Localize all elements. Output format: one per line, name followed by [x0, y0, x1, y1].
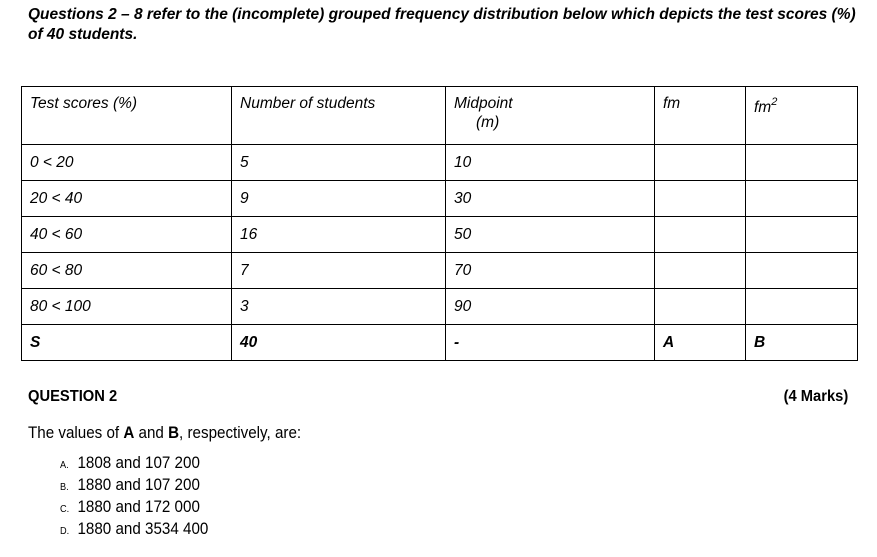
variable-a: A: [123, 424, 135, 442]
option-text: 1880 and 3534 400: [77, 520, 209, 538]
cell-students: 7: [232, 253, 446, 289]
question-text-and: and: [134, 424, 169, 442]
header-fm2-base: fm: [754, 99, 772, 116]
cell-sum-fm2: B: [746, 325, 858, 361]
table-row: [22, 289, 858, 325]
cell-midpoint-dash: -: [446, 325, 655, 361]
option-d[interactable]: [60, 520, 208, 542]
header-fm: fm: [655, 87, 746, 145]
cell-score-range: 40 < 60: [22, 217, 232, 253]
option-letter: B.: [60, 482, 69, 493]
cell-students: 3: [232, 289, 446, 325]
option-letter: C.: [60, 504, 70, 515]
answer-options: [60, 454, 221, 542]
cell-fm2: [746, 217, 858, 253]
cell-sum-fm: A: [655, 325, 746, 361]
cell-fm2: [746, 181, 858, 217]
header-fm2-exponent: 2: [771, 96, 778, 108]
cell-fm: [655, 181, 746, 217]
cell-fm2: [746, 253, 858, 289]
table-row: [22, 145, 858, 181]
cell-midpoint: 30: [446, 181, 655, 217]
cell-score-range: 80 < 100: [22, 289, 232, 325]
question-text-prefix: The values of: [28, 424, 124, 442]
table-row: [22, 253, 858, 289]
option-a[interactable]: [60, 454, 208, 476]
header-test-scores: Test scores (%): [22, 87, 232, 145]
header-midpoint: [446, 87, 655, 145]
cell-total-students: 40: [232, 325, 446, 361]
cell-score-range: 0 < 20: [22, 145, 232, 181]
cell-fm2: [746, 145, 858, 181]
option-c[interactable]: [60, 498, 208, 520]
question-text: [28, 424, 301, 443]
cell-midpoint: 10: [446, 145, 655, 181]
cell-fm2: [746, 289, 858, 325]
header-number-of-students: Number of students: [232, 87, 446, 145]
option-letter: A.: [60, 460, 69, 471]
header-fm2: [746, 87, 858, 145]
option-text: 1808 and 107 200: [77, 454, 200, 472]
question-marks: (4 Marks): [783, 388, 848, 405]
cell-score-range: 20 < 40: [22, 181, 232, 217]
frequency-table: [21, 86, 858, 361]
question-text-suffix: , respectively, are:: [179, 424, 302, 442]
option-text: 1880 and 107 200: [77, 476, 200, 494]
table-header-row: [22, 87, 858, 145]
variable-b: B: [168, 424, 180, 442]
option-b[interactable]: [60, 476, 208, 498]
header-midpoint-symbol: (m): [476, 114, 500, 131]
cell-score-range: 60 < 80: [22, 253, 232, 289]
cell-sum-label: S: [22, 325, 232, 361]
option-letter: D.: [60, 526, 70, 537]
cell-midpoint: 50: [446, 217, 655, 253]
cell-fm: [655, 289, 746, 325]
cell-fm: [655, 253, 746, 289]
table-row: [22, 217, 858, 253]
cell-students: 5: [232, 145, 446, 181]
cell-students: 9: [232, 181, 446, 217]
cell-fm: [655, 217, 746, 253]
cell-midpoint: 70: [446, 253, 655, 289]
table-total-row: [22, 325, 858, 361]
question-title: QUESTION 2: [28, 388, 118, 405]
option-text: 1880 and 172 000: [77, 498, 200, 516]
table-row: [22, 181, 858, 217]
header-midpoint-label: Midpoint: [454, 95, 513, 112]
intro-text: Questions 2 – 8 refer to the (incomplete) grouped frequency distribution below which depicts the test scores (%) of 40 students.: [28, 6, 856, 43]
cell-midpoint: 90: [446, 289, 655, 325]
cell-fm: [655, 145, 746, 181]
cell-students: 16: [232, 217, 446, 253]
